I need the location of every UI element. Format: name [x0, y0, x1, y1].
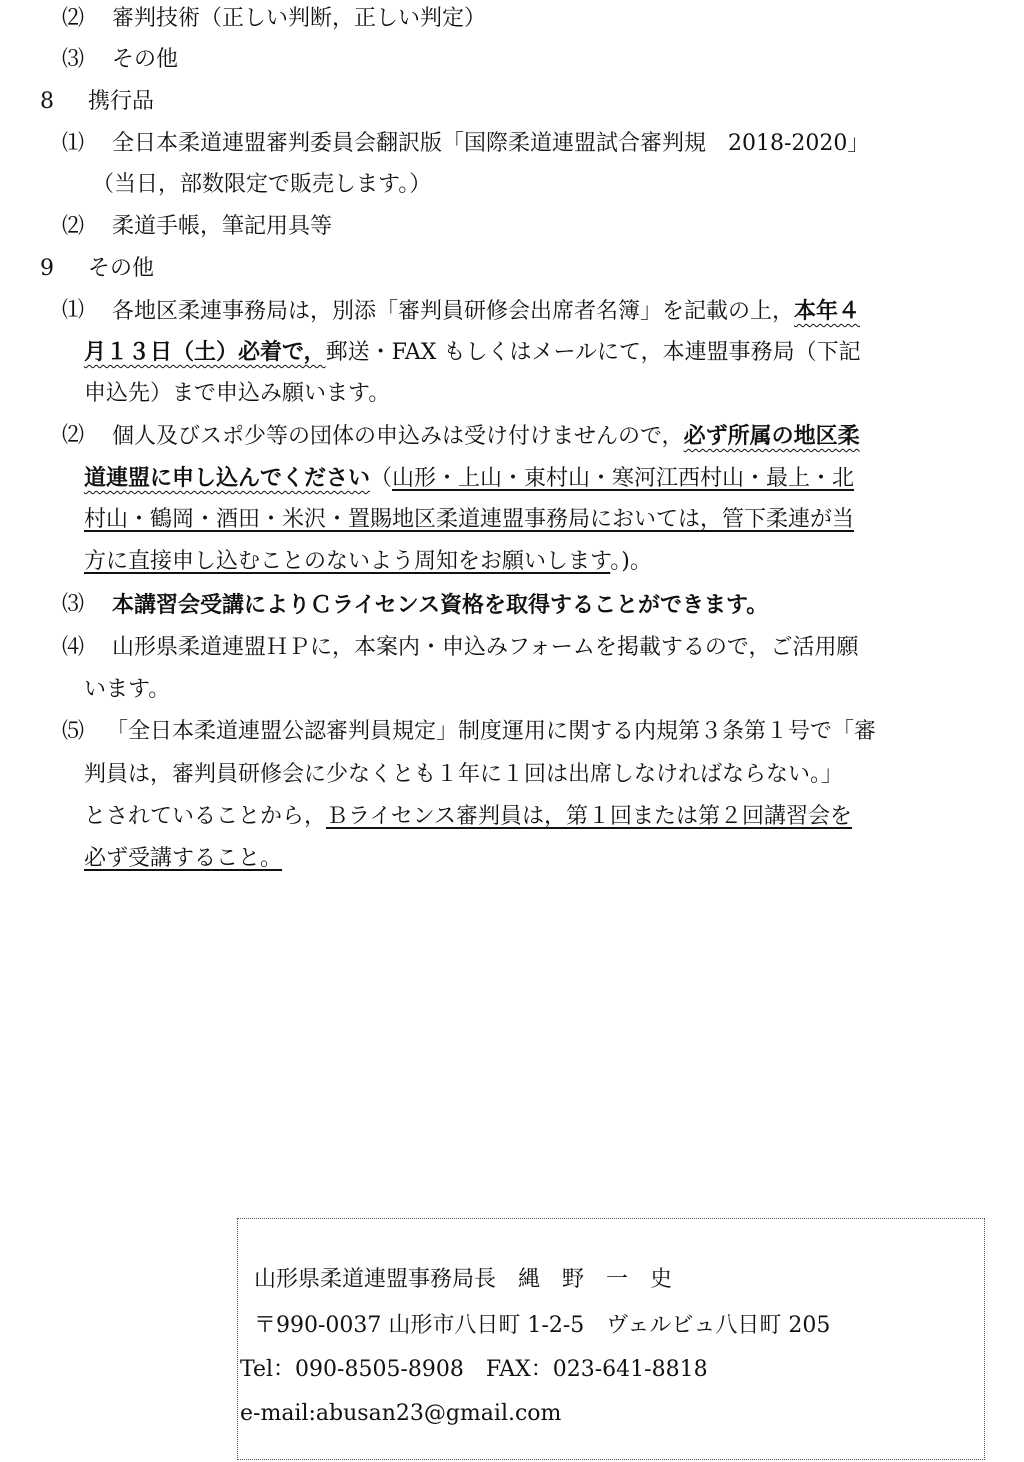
item-text [112, 296, 860, 327]
item-text [84, 463, 854, 494]
contact-email: e-mail:abusan23@gmail.com [240, 1401, 562, 1426]
item-text [84, 802, 852, 832]
section-number: 9 [40, 256, 54, 281]
item-text [84, 547, 652, 577]
underlined-text: 方に直接申し込むことのないよう周知をお願いします [84, 549, 611, 574]
item-number: ⑵ [62, 6, 85, 31]
section-number: 8 [40, 89, 54, 114]
item-number: ⑵ [62, 214, 85, 239]
underlined-text: 村山・鶴岡・酒田・米沢・置賜地区柔道連盟事務局においては，管下柔連が当 [84, 507, 855, 532]
item-number: ⑶ [62, 592, 85, 617]
item-text: 審判技術（正しい判断，正しい判定） [112, 6, 487, 31]
item-number: ⑴ [62, 298, 85, 323]
item-text-part: 郵送・FAX もしくはメールにて，本連盟事務局（下記 [325, 340, 861, 365]
deadline-emphasis: 本年４ [794, 298, 861, 324]
item-text: 判員は，審判員研修会に少なくとも１年に１回は出席しなければならない。」 [84, 762, 844, 787]
item-number: ⑴ [62, 131, 85, 156]
item-text: 全日本柔道連盟審判委員会翻訳版「国際柔道連盟試合審判規 2018-2020」 [112, 131, 870, 156]
underlined-text: 山形・上山・東村山・寒河江西村山・最上・北 [392, 466, 855, 491]
deadline-emphasis: 月１３日（土）必着で， [84, 339, 326, 365]
item-text: 「全日本柔道連盟公認審判員規定」制度運用に関する内規第３条第１号で「審 [106, 719, 877, 744]
item-text-part: 個人及びスポ少等の団体の申込みは受け付けませんので， [112, 424, 684, 449]
contact-box [237, 1218, 985, 1460]
emphasis-text: 必ず所属の地区柔 [683, 423, 860, 449]
item-text-part: とされていることから， [84, 804, 327, 829]
item-text: 本講習会受講によりＣライセンス資格を取得することができます。 [112, 592, 769, 618]
contact-address: 〒990-0037 山形市八日町 1-2-5 ヴェルビュ八日町 205 [254, 1313, 831, 1338]
item-text: その他 [112, 47, 179, 72]
underlined-text: Ｂライセンス審判員は，第１回または第２回講習会を [326, 804, 853, 829]
item-text-part: （ [370, 466, 393, 491]
item-text: います。 [84, 677, 171, 702]
item-text: 申込先）まで申込み願います。 [84, 381, 391, 406]
section-title: その他 [88, 256, 155, 281]
item-number: ⑸ [62, 719, 85, 744]
underlined-text: 必ず受講すること。 [84, 846, 283, 871]
item-number: ⑶ [62, 47, 85, 72]
item-text: （当日，部数限定で販売します。） [92, 172, 432, 197]
item-text-part: 。)。 [610, 549, 652, 574]
section-title: 携行品 [88, 89, 155, 114]
contact-phone: Tel：090-8505-8908 FAX：023-641-8818 [240, 1357, 708, 1382]
item-number: ⑷ [62, 635, 85, 660]
item-text: 柔道手帳，筆記用具等 [112, 214, 333, 239]
emphasis-text: 道連盟に申し込んでください [84, 465, 371, 491]
contact-name: 山形県柔道連盟事務局長 縄 野 一 史 [254, 1267, 673, 1292]
item-text: 山形県柔道連盟ＨＰに，本案内・申込みフォームを掲載するので，ご活用願 [112, 635, 859, 660]
item-text-part: 各地区柔連事務局は，別添「審判員研修会出席者名簿」を記載の上， [112, 299, 795, 324]
item-number: ⑵ [62, 423, 85, 448]
item-text [112, 421, 860, 452]
item-text [84, 337, 861, 368]
